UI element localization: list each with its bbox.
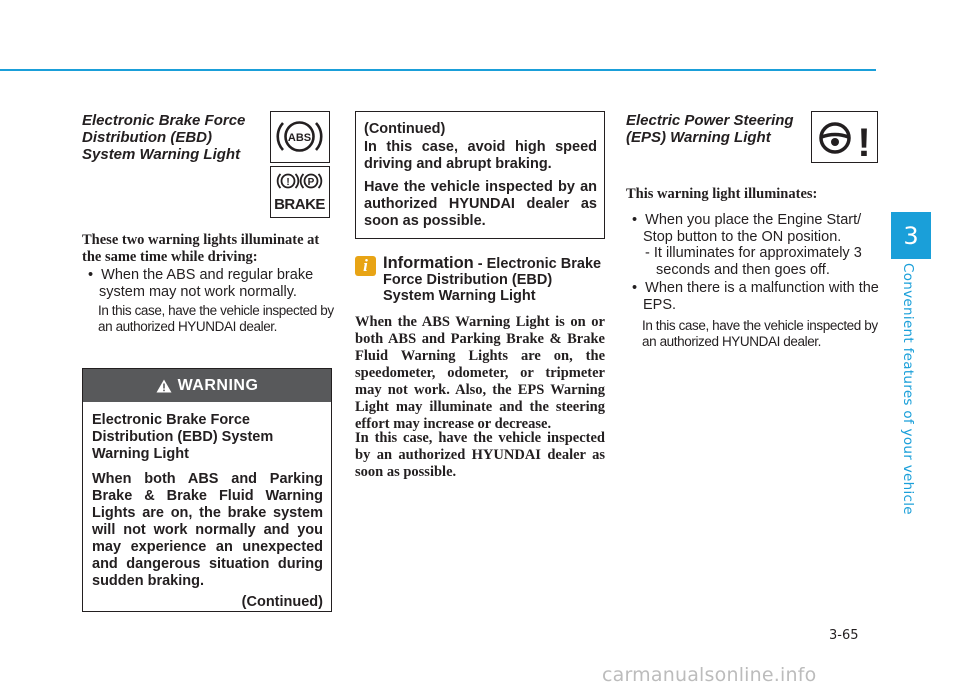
continued-label: (Continued)	[364, 121, 446, 137]
ebd-subtext: In this case, have the vehicle inspected by an authorized HYUNDAI dealer.	[98, 303, 334, 334]
continued-text-1: In this case, avoid high speed driving and abrupt braking.	[364, 139, 597, 172]
bullet-dot: •	[632, 212, 646, 228]
warning-subtitle: Electronic Brake Force Distribution (EBD) System Warning Light	[92, 412, 274, 462]
bullet-dot: •	[88, 267, 102, 283]
ebd-heading-line-1: Electronic Brake Force	[82, 112, 246, 129]
info-subtitle: - Electronic Brake Force Distribution (EBD) System Warning Light	[383, 256, 602, 304]
chapter-title-vertical	[900, 263, 922, 515]
warning-continued: (Continued)	[241, 594, 323, 610]
ebd-bullet	[82, 267, 337, 301]
watermark: carmanualsonline.info	[602, 664, 817, 686]
eps-dash-1: - It illuminates for approximately 3 seconds and then goes off.	[645, 245, 862, 278]
eps-subtext: In this case, have the vehicle inspected by an authorized HYUNDAI dealer.	[642, 318, 878, 349]
ebd-heading-line-3: System Warning Light	[82, 146, 241, 163]
continued-text-2: Have the vehicle inspected by an authorized HYUNDAI dealer as soon as possible.	[364, 179, 597, 229]
page-number: 3-65	[829, 628, 859, 643]
eps-heading-line-1: Electric Power Steering	[626, 112, 794, 129]
warning-body	[83, 402, 331, 611]
eps-bullet-2	[626, 280, 879, 314]
eps-heading-line-2: (EPS) Warning Light	[626, 129, 771, 146]
info-title: Information	[383, 254, 474, 272]
info-paragraph-1: When the ABS Warning Light is on or both ABS and Parking Brake & Brake Fluid Warning Lights are on, the speedometer, odometer, or tripmeter may not work. Also, the EPS Warning Light may illuminate and the steering effort may increase or decrease.	[355, 314, 605, 432]
warning-box	[82, 368, 332, 612]
eps-icon-exclamation: !	[857, 121, 871, 161]
info-heading	[355, 255, 605, 304]
bullet-dot: •	[632, 280, 646, 296]
eps-bullet-1-text: When you place the Engine Start/ Stop button to the ON position.	[643, 212, 862, 245]
warning-text: When both ABS and Parking Brake & Brake Fluid Warning Lights are on, the brake system will not work normally and you may experience an unexpected and dangerous situation during sudden braking.	[92, 471, 323, 589]
eps-intro: This warning light illuminates:	[626, 186, 818, 202]
ebd-bullet-text: When the ABS and regular brake system may not work normally.	[99, 267, 314, 300]
warning-header	[83, 369, 331, 402]
chapter-title: Convenient features of your vehicle	[900, 263, 916, 515]
info-icon: i	[355, 256, 376, 276]
warning-triangle-icon	[156, 379, 172, 393]
abs-warning-icon	[270, 111, 330, 163]
abs-icon-label: ABS	[287, 132, 312, 144]
brake-warning-icon	[270, 166, 330, 218]
info-paragraph-2: In this case, have the vehicle inspected by an authorized HYUNDAI dealer as soon as possible.	[355, 430, 605, 480]
continued-box	[355, 111, 605, 239]
warning-title: WARNING	[177, 376, 259, 394]
brake-icon-parking: P	[307, 177, 315, 188]
ebd-heading-line-2: Distribution (EBD)	[82, 129, 212, 146]
header-rule	[0, 69, 876, 71]
ebd-heading	[82, 112, 272, 163]
brake-icon-exclamation: !	[286, 177, 290, 188]
eps-heading	[626, 112, 816, 146]
brake-icon-label: BRAKE	[274, 196, 325, 213]
eps-warning-icon	[811, 111, 878, 163]
ebd-intro: These two warning lights illuminate at the same time while driving:	[82, 232, 320, 265]
eps-bullet-2-text: When there is a malfunction with the EPS.	[643, 280, 879, 313]
eps-bullet-1	[626, 212, 879, 246]
chapter-number-tab: 3	[891, 212, 931, 259]
